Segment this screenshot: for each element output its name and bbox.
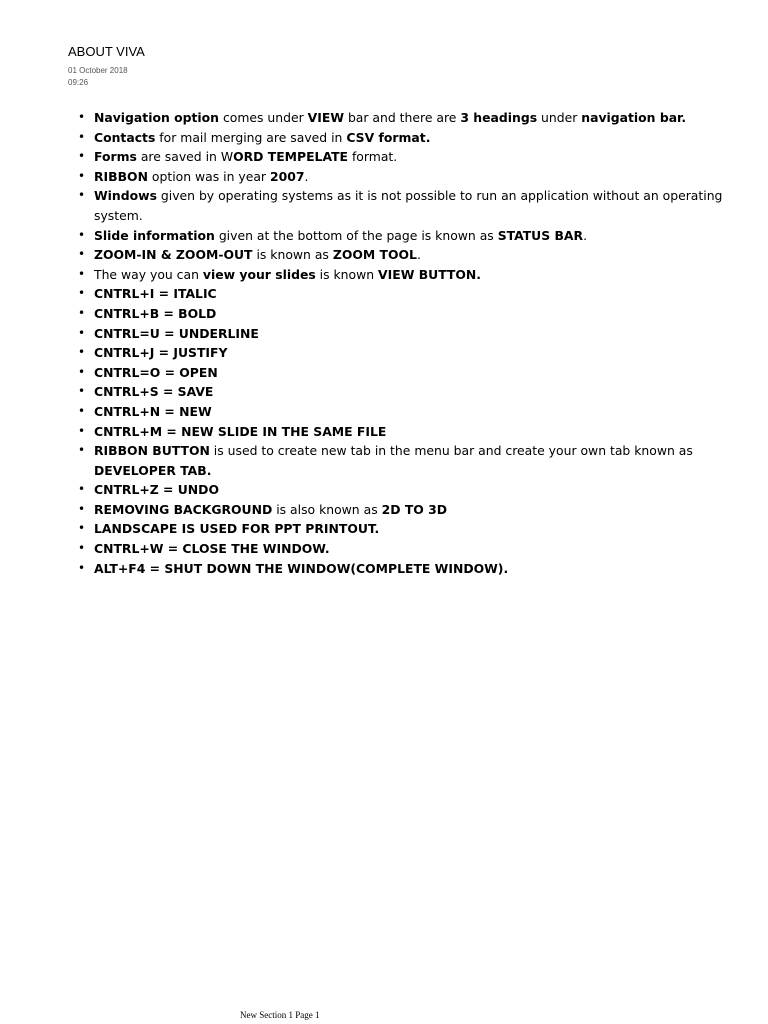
text: is known [315, 266, 379, 282]
bullet-dot-icon: • [78, 501, 86, 516]
bullet-dot-icon: • [78, 325, 86, 340]
bullet-dot-icon: • [78, 305, 86, 320]
bold-text: RIBBON [94, 168, 148, 184]
text: . [304, 168, 309, 184]
bullet-dot-icon: • [78, 482, 86, 497]
bullet-dot-icon: • [78, 286, 86, 301]
list-item [76, 324, 760, 344]
bold-text: navigation bar. [581, 110, 687, 125]
bullet-dot-icon: • [78, 247, 86, 262]
bullet-dot-icon: • [78, 188, 86, 203]
list-item [76, 539, 760, 559]
bullet-dot-icon: • [78, 541, 86, 556]
bullet-dot-icon: • [78, 364, 86, 379]
bold-text: CNTRL+I = ITALIC [94, 286, 217, 302]
list-item [76, 245, 760, 265]
list-item [76, 265, 760, 285]
bold-text: CNTRL+M = NEW SLIDE IN THE SAME FILE [94, 423, 387, 439]
list-item [76, 128, 760, 148]
bold-text: Slide information [94, 227, 215, 243]
bold-text: ZOOM-IN & ZOOM-OUT [94, 247, 253, 263]
text: . [583, 227, 588, 243]
notes-list [76, 108, 760, 578]
list-item [76, 422, 760, 442]
text: is also known as [272, 501, 382, 517]
bold-text: view your slides [202, 266, 316, 282]
list-item [76, 343, 760, 363]
bold-text: CNTRL+S = SAVE [94, 384, 214, 400]
bold-text: ALT+F4 = SHUT DOWN THE WINDOW(COMPLETE WINDOW). [94, 560, 509, 576]
bold-text: Contacts [94, 129, 156, 145]
list-item [76, 226, 760, 246]
text: format. [348, 149, 398, 165]
bold-text: 3 headings [460, 110, 538, 125]
bold-text: LANDSCAPE IS USED FOR PPT PRINTOUT. [94, 521, 380, 537]
bullet-dot-icon: • [78, 403, 86, 418]
bullet-dot-icon: • [78, 423, 86, 438]
list-item [76, 363, 760, 383]
bold-text: ORD TEMPELATE [233, 149, 348, 165]
bold-text: CNTRL+J = JUSTIFY [94, 345, 228, 361]
text: The way you can [94, 266, 203, 282]
list-item [76, 284, 760, 304]
bold-text: VIEW [307, 110, 344, 125]
bullet-dot-icon: • [78, 110, 86, 124]
bullet-dot-icon: • [78, 266, 86, 281]
list-item [76, 559, 760, 579]
bold-text: 2D TO 3D [381, 501, 448, 517]
bullet-dot-icon: • [78, 345, 86, 360]
bullet-dot-icon: • [78, 227, 86, 242]
page-footer: New Section 1 Page 1 [240, 1010, 320, 1020]
bold-text: ZOOM TOOL [332, 247, 417, 263]
list-item [76, 480, 760, 500]
text: is used to create new tab in the menu bar and create your own tab known as [209, 443, 693, 459]
list-item [76, 441, 760, 480]
text: given by operating systems as it is not possible to run an application without an operating system. [94, 188, 723, 223]
bullet-dot-icon: • [78, 384, 86, 399]
text: given at the bottom of the page is known as [214, 227, 498, 243]
bold-text: Navigation option [94, 110, 219, 125]
bullet-dot-icon: • [78, 443, 86, 458]
bold-text: CNTRL+B = BOLD [94, 305, 217, 321]
bold-text: CNTRL=O = OPEN [94, 364, 218, 380]
bullet-dot-icon: • [78, 129, 86, 144]
text: comes under [219, 110, 308, 125]
list-item [76, 402, 760, 422]
bold-text: 2007 [269, 168, 305, 184]
bullet-dot-icon: • [78, 521, 86, 536]
list-item [76, 147, 760, 167]
text: option was in year [147, 168, 270, 184]
bold-text: Windows [94, 188, 157, 204]
bold-text: CNTRL+W = CLOSE THE WINDOW. [94, 541, 330, 557]
bold-text: RIBBON BUTTON [94, 443, 210, 459]
list-item [76, 108, 760, 128]
text: for mail merging are saved in [155, 129, 347, 145]
text: under [537, 110, 582, 125]
bullet-dot-icon: • [78, 149, 86, 164]
bold-text: VIEW BUTTON. [378, 266, 481, 282]
page-date: 01 October 2018 [68, 66, 128, 75]
bold-text: CNTRL=U = UNDERLINE [94, 325, 259, 341]
bold-text: CNTRL+Z = UNDO [94, 482, 219, 498]
list-item [76, 519, 760, 539]
bold-text: REMOVING BACKGROUND [94, 501, 273, 517]
list-item [76, 382, 760, 402]
bold-text: CSV format. [346, 129, 431, 145]
list-item [76, 186, 760, 225]
list-item [76, 304, 760, 324]
page-title: ABOUT VIVA [68, 44, 145, 59]
bold-text: STATUS BAR [497, 227, 584, 243]
bullet-dot-icon: • [78, 168, 86, 183]
bold-text: Forms [94, 149, 137, 165]
text: bar and there are [344, 110, 461, 125]
text: is known as [252, 247, 333, 263]
text: . [416, 247, 421, 263]
text: are saved in W [136, 149, 234, 165]
bold-text: DEVELOPER TAB. [94, 462, 212, 478]
bullet-dot-icon: • [78, 560, 86, 575]
list-item [76, 500, 760, 520]
bold-text: CNTRL+N = NEW [94, 403, 212, 419]
page-time: 09:26 [68, 78, 89, 87]
list-item [76, 167, 760, 187]
